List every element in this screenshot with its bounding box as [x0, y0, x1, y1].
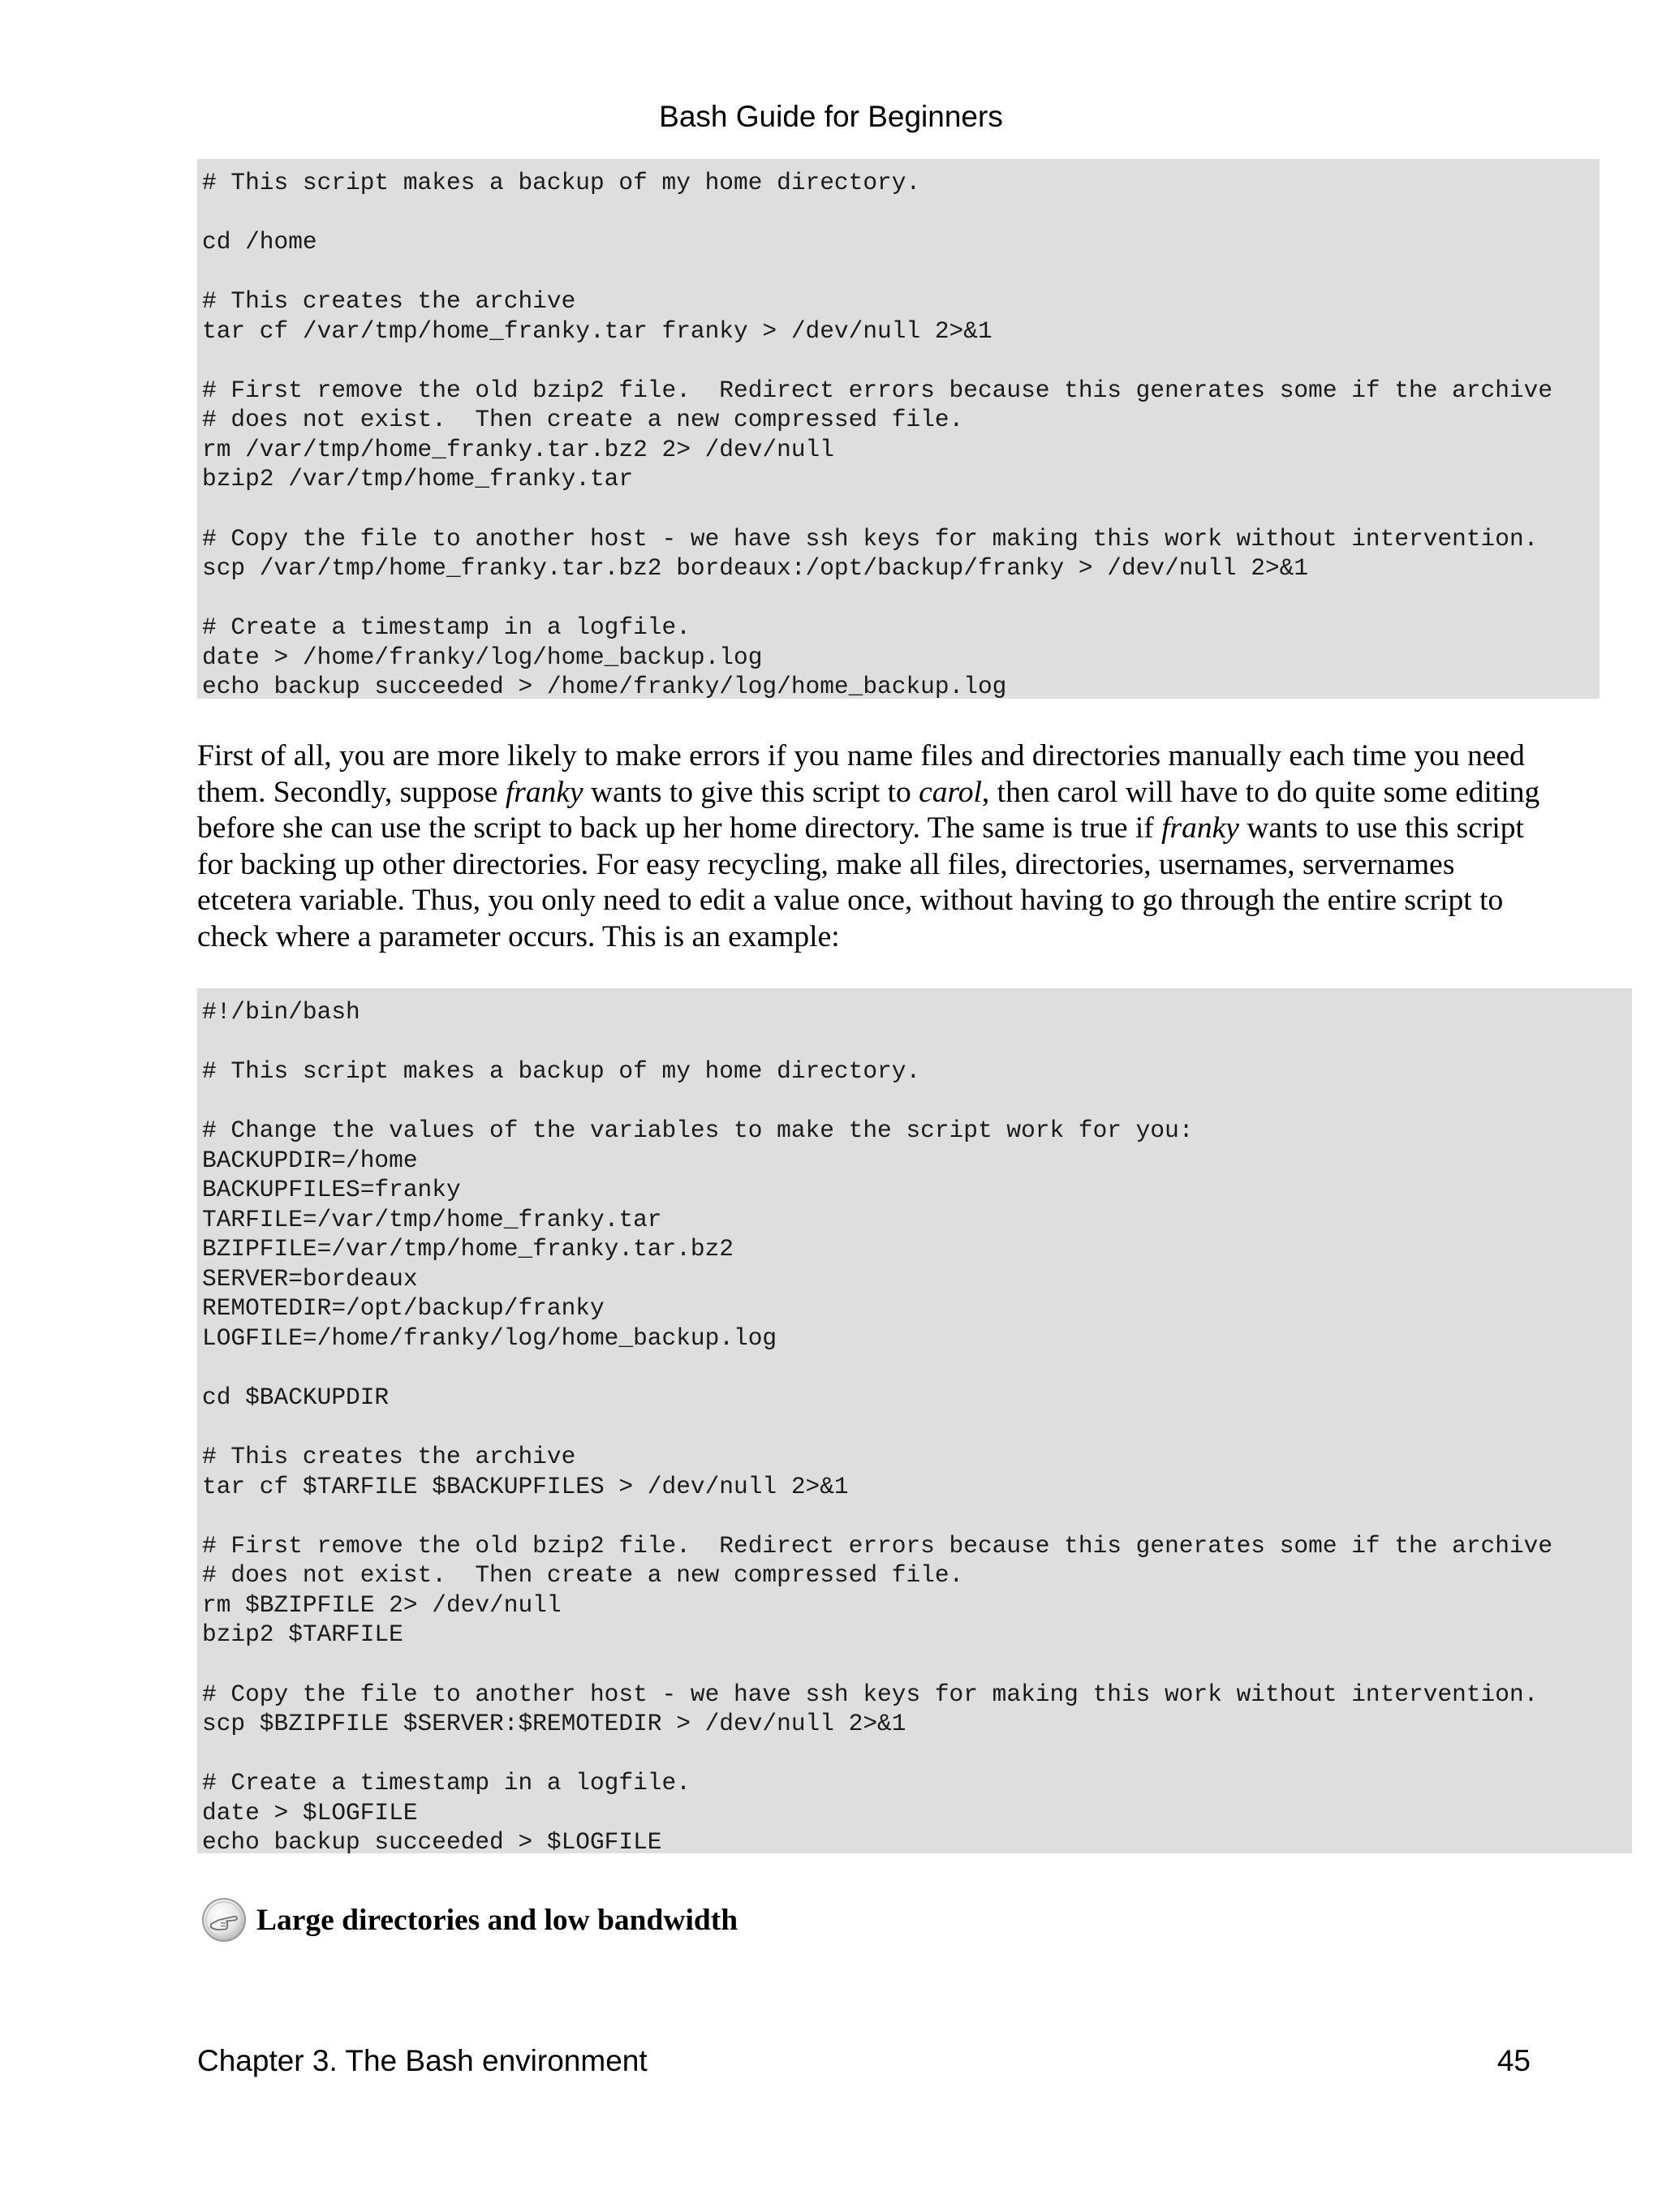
- code-line: tar cf $TARFILE $BACKUPFILES > /dev/null 2>&1: [202, 1472, 849, 1500]
- code-line: scp /var/tmp/home_franky.tar.bz2 bordeaux:/opt/backup/franky > /dev/null 2>&1: [202, 554, 1309, 583]
- code-line: # Create a timestamp in a logfile.: [202, 613, 691, 642]
- code-line: # Change the values of the variables to make the script work for you:: [202, 1117, 1194, 1145]
- running-header: Bash Guide for Beginners: [659, 100, 1003, 133]
- code-line: bzip2 $TARFILE: [202, 1620, 403, 1649]
- code-line: # This creates the archive: [202, 1443, 576, 1471]
- code-line: date > $LOGFILE: [202, 1798, 418, 1827]
- paragraph-line: them. Secondly, suppose franky wants to give this script to carol, then carol will have to do quite some editing: [197, 775, 1540, 809]
- code-line: [202, 494, 1600, 524]
- code-line: [202, 1739, 1632, 1769]
- code-line: # This script makes a backup of my home directory.: [202, 169, 921, 196]
- code-line: cd $BACKUPDIR: [202, 1384, 390, 1412]
- code-line: # does not exist. Then create a new compressed file.: [202, 1561, 964, 1590]
- code-block-backup-script: [197, 159, 1600, 699]
- code-line: # does not exist. Then create a new compressed file.: [202, 406, 964, 434]
- footer-chapter: Chapter 3. The Bash environment: [197, 2044, 648, 2077]
- code-line: BZIPFILE=/var/tmp/home_franky.tar.bz2: [202, 1235, 734, 1263]
- code-line: LOGFILE=/home/franky/log/home_backup.log: [202, 1324, 777, 1353]
- emphasis-franky: franky: [505, 775, 583, 809]
- code-lines: [202, 168, 1600, 699]
- pointing-hand-icon: [201, 1897, 247, 1943]
- code-line: date > /home/franky/log/home_backup.log: [202, 643, 763, 671]
- code-line: echo backup succeeded > /home/franky/log/home_backup.log: [202, 673, 1007, 699]
- code-line: [202, 1501, 1632, 1531]
- paragraph-line: First of all, you are more likely to make errors if you name files and directories manually each time you need: [197, 739, 1525, 772]
- code-line: rm $BZIPFILE 2> /dev/null: [202, 1590, 562, 1619]
- code-line: [202, 1353, 1632, 1384]
- code-line: tar cf /var/tmp/home_franky.tar franky > /dev/null 2>&1: [202, 316, 992, 345]
- code-line: bzip2 /var/tmp/home_franky.tar: [202, 465, 634, 493]
- code-line: # This creates the archive: [202, 287, 576, 316]
- code-line: SERVER=bordeaux: [202, 1264, 418, 1293]
- note-callout: [201, 1894, 738, 1946]
- page-number: 45: [1496, 2044, 1531, 2077]
- code-line: [202, 1027, 1632, 1057]
- code-line: [202, 198, 1600, 228]
- code-line: # Create a timestamp in a logfile.: [202, 1769, 691, 1797]
- code-line: TARFILE=/var/tmp/home_franky.tar: [202, 1205, 662, 1233]
- code-lines: [202, 997, 1632, 1853]
- code-line: BACKUPDIR=/home: [202, 1146, 418, 1174]
- code-line: BACKUPFILES=franky: [202, 1176, 461, 1204]
- code-line: # Copy the file to another host - we have ssh keys for making this work without intervention.: [202, 524, 1539, 553]
- code-line: # First remove the old bzip2 file. Redirect errors because this generates some if the archive: [202, 376, 1553, 404]
- code-line: # Copy the file to another host - we have ssh keys for making this work without intervention.: [202, 1680, 1539, 1708]
- body-paragraph: [197, 738, 1561, 955]
- code-line: [202, 1650, 1632, 1680]
- paragraph-line: before she can use the script to back up her home directory. The same is true if franky wants to use this script: [197, 811, 1524, 845]
- emphasis-franky: franky: [1161, 811, 1239, 845]
- code-line: [202, 583, 1600, 613]
- code-line: # First remove the old bzip2 file. Redirect errors because this generates some if the archive: [202, 1531, 1553, 1560]
- code-line: [202, 346, 1600, 376]
- code-line: REMOTEDIR=/opt/backup/franky: [202, 1294, 605, 1323]
- emphasis-carol: carol: [919, 775, 982, 809]
- note-title: Large directories and low bandwidth: [256, 1903, 738, 1937]
- code-line: [202, 1087, 1632, 1117]
- code-line: #!/bin/bash: [202, 998, 360, 1026]
- code-line: scp $BZIPFILE $SERVER:$REMOTEDIR > /dev/null 2>&1: [202, 1710, 906, 1738]
- paragraph-line: etcetera variable. Thus, you only need to edit a value once, without having to go through the entire script to: [197, 884, 1504, 917]
- code-line: cd /home: [202, 228, 317, 256]
- paragraph-line: for backing up other directories. For easy recycling, make all files, directories, usernames, servernames: [197, 847, 1455, 881]
- code-line: echo backup succeeded > $LOGFILE: [202, 1828, 662, 1853]
- code-line: rm /var/tmp/home_franky.tar.bz2 2> /dev/null: [202, 435, 834, 463]
- code-line: # This script makes a backup of my home directory.: [202, 1057, 921, 1086]
- code-line: [202, 257, 1600, 287]
- code-block-variable-script: [197, 988, 1632, 1853]
- paragraph-line: check where a parameter occurs. This is an example:: [197, 919, 840, 953]
- code-line: [202, 1413, 1632, 1443]
